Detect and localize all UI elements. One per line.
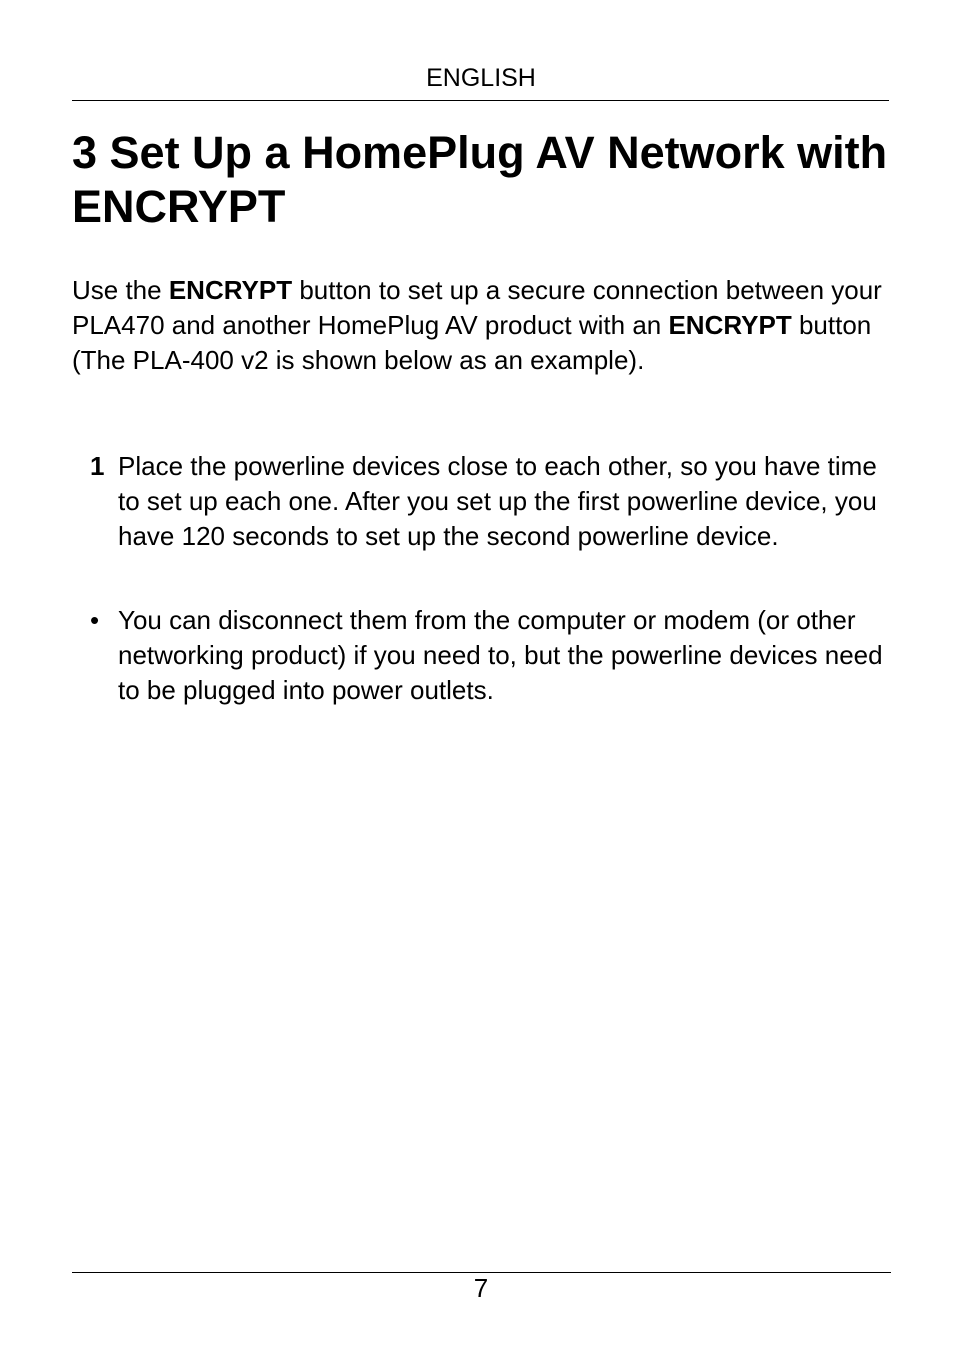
- bullet-item: [90, 603, 902, 708]
- intro-bold-encrypt-2: ENCRYPT: [668, 310, 792, 340]
- bullet-marker: •: [90, 605, 100, 635]
- header-divider: [72, 100, 889, 101]
- section-title: 3 Set Up a HomePlug AV Network with ENCRYPT: [72, 127, 888, 232]
- step-text: Place the powerline devices close to each other, so you have time to set up each one. After you set up the first powerline device, you have 120 seconds to set up the second powerline device.: [118, 451, 877, 551]
- bullet-text: You can disconnect them from the computer or modem (or other networking product) if you need to, but the powerline devices need to be plugged into power outlets.: [118, 605, 883, 705]
- header-language-label: ENGLISH: [426, 64, 536, 92]
- intro-text-1: Use the: [72, 275, 169, 305]
- step-item: [90, 449, 902, 554]
- intro-text-3: button (The PLA-400 v2 is shown below as an example).: [72, 310, 872, 375]
- step-number: 1: [90, 451, 105, 481]
- page-number: 7: [473, 1273, 489, 1303]
- intro-text-2: button to set up a secure connection between your PLA470 and another HomePlug AV product with an: [72, 275, 882, 340]
- intro-paragraph: [72, 273, 902, 378]
- intro-bold-encrypt-1: ENCRYPT: [168, 275, 293, 305]
